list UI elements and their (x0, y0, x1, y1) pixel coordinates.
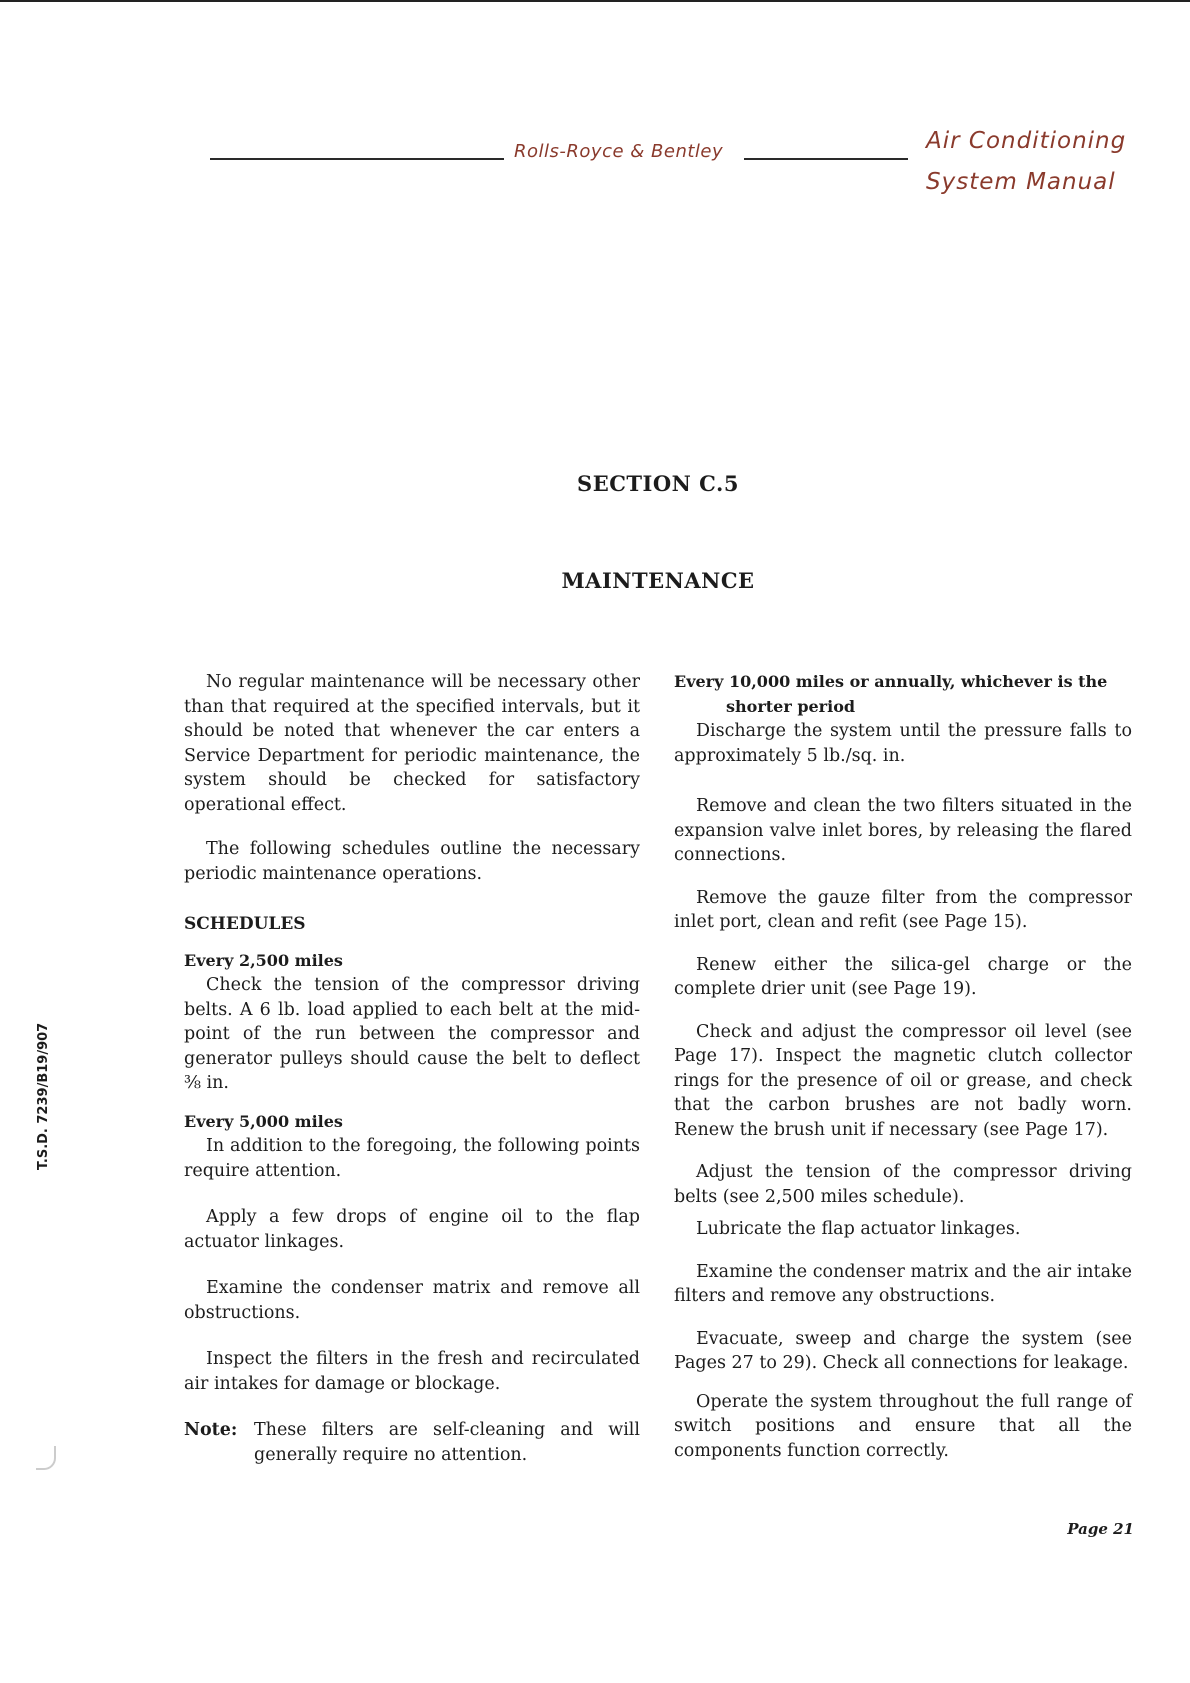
note-label: Note: (184, 1420, 238, 1440)
right-paragraph-2: Remove and clean the two filters situated in the expansion valve inlet bores, by releasing the flared connections. (674, 796, 1132, 865)
right-paragraph-9: Evacuate, sweep and charge the system (see Pages 27 to 29). Check all connections for leakage. (674, 1328, 1132, 1373)
header-title-line2: System Manual (926, 169, 1116, 195)
right-paragraph-1: Discharge the system until the pressure falls to approximately 5 lb./sq. in. (674, 721, 1132, 766)
section-number: SECTION C.5 (577, 471, 739, 496)
scan-mark (36, 1446, 56, 1470)
intro-paragraph-1: No regular maintenance will be necessary other than that required at the specified intervals, but it should be noted that whenever the car enters a Service Department for periodic maintenance, the system should be checked for satisfactory operational effect. (184, 672, 640, 815)
section-title: MAINTENANCE (561, 568, 755, 593)
intro-paragraph-2: The following schedules outline the necessary periodic maintenance operations. (184, 839, 640, 884)
item-filters: Inspect the filters in the fresh and recirculated air intakes for damage or blockage. (184, 1349, 640, 1394)
left-column (184, 670, 640, 1467)
right-column (674, 670, 1132, 1463)
right-paragraph-5: Check and adjust the compressor oil level (see Page 17). Inspect the magnetic clutch collector rings for the presence of oil or grease, and check that the carbon brushes are not badly worn. Renew the brush unit if necessary (see Page 17). (674, 1021, 1132, 1140)
note-text: These filters are self-cleaning and will generally require no attention. (254, 1420, 640, 1465)
every-5000-heading: Every 5,000 miles (184, 1111, 343, 1131)
item-condenser: Examine the condenser matrix and remove all obstructions. (184, 1278, 640, 1323)
top-border (0, 0, 1190, 2)
note (184, 1418, 640, 1467)
header-rule-right (744, 158, 908, 160)
header-title-line1: Air Conditioning (926, 128, 1127, 154)
header-rule-left (210, 158, 504, 160)
right-paragraph-4: Renew either the silica-gel charge or the complete drier unit (see Page 19). (674, 954, 1132, 999)
header-brand: Rolls-Royce & Bentley (514, 141, 724, 162)
right-paragraph-3: Remove the gauze filter from the compressor inlet port, clean and refit (see Page 15). (674, 887, 1132, 932)
right-paragraph-8: Examine the condenser matrix and the air intake filters and remove any obstructions. (674, 1261, 1132, 1306)
every-10000-heading: Every 10,000 miles or annually, whichever is the (674, 672, 1108, 691)
right-paragraph-7: Lubricate the flap actuator linkages. (696, 1219, 1021, 1239)
every-10000-heading-cont: shorter period (726, 696, 856, 716)
side-document-code: T.S.D. 7239/B19/907 (36, 1022, 51, 1170)
right-paragraph-10: Operate the system throughout the full range of switch positions and ensure that all the components function correctly. (674, 1391, 1132, 1461)
item-flap-linkages: Apply a few drops of engine oil to the flap actuator linkages. (184, 1207, 640, 1252)
every-2500-heading: Every 2,500 miles (184, 950, 343, 970)
every-2500-text: Check the tension of the compressor driving belts. A 6 lb. load applied to each belt at the mid-point of the run between the compressor and generator pulleys should cause the belt to deflect ⅜ in. (184, 975, 640, 1093)
right-paragraph-6: Adjust the tension of the compressor driving belts (see 2,500 miles schedule). (674, 1162, 1132, 1207)
page-number: Page 21 (1067, 1520, 1134, 1538)
every-5000-text: In addition to the foregoing, the following points require attention. (184, 1136, 640, 1181)
schedules-heading: SCHEDULES (184, 914, 306, 934)
